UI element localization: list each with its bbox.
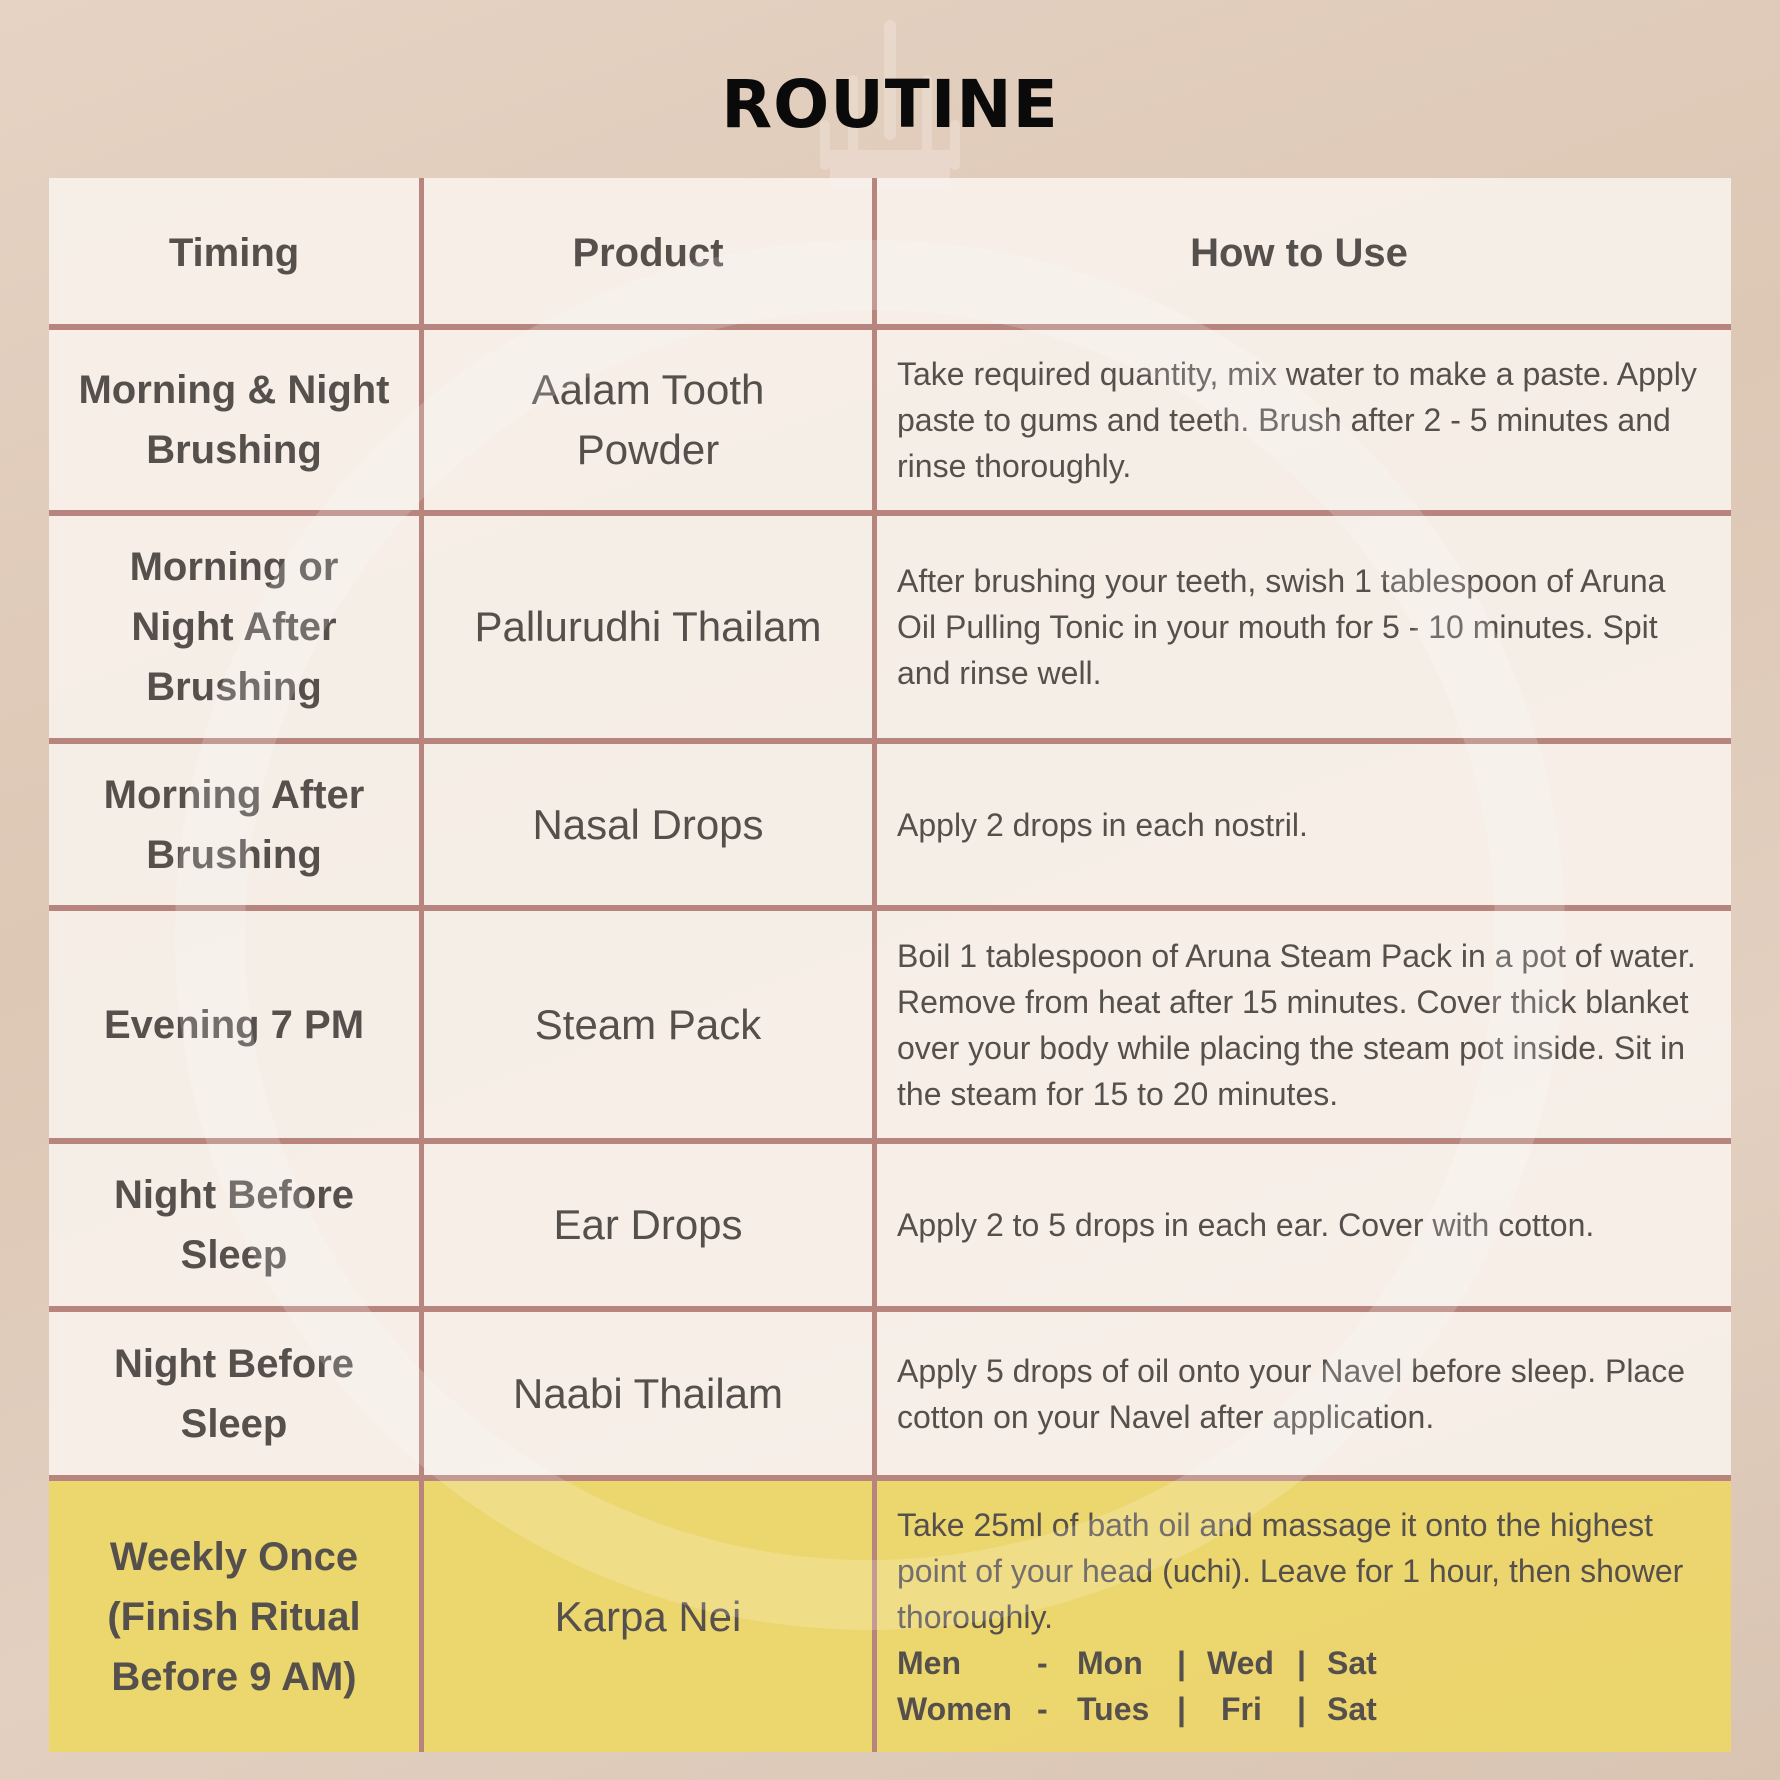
table-row [49, 330, 1731, 510]
product-cell: Karpa Nei [419, 1481, 872, 1752]
page-title: ROUTINE [721, 66, 1059, 143]
how-cell: Apply 5 drops of oil onto your Navel before sleep. Place cotton on your Navel after application. [872, 1312, 1731, 1475]
timing-cell: Night Before Sleep [114, 1173, 354, 1277]
product-cell: Aalam Tooth Powder [419, 330, 872, 510]
timing-cell: Night Before Sleep [114, 1341, 354, 1446]
schedule-pipe: | [1297, 1644, 1306, 1681]
table-header-row [49, 178, 1731, 327]
timing-cell: Morning After Brushing [103, 772, 365, 877]
schedule-day: Mon [1077, 1644, 1143, 1681]
how-description: Take 25ml of bath oil and massage it onto the highest point of your head (uchi). Leave for 1 hour, then shower thoroughly. [897, 1506, 1684, 1635]
header-timing: Timing [168, 230, 300, 275]
table-row [49, 744, 1731, 905]
schedule-pipe: | [1177, 1690, 1186, 1727]
schedule-sep: - [1037, 1644, 1048, 1681]
product-cell: Nasal Drops [419, 744, 872, 905]
schedule-women [897, 1686, 1407, 1732]
schedule-day: Sat [1327, 1690, 1377, 1727]
schedule-day: Sat [1327, 1644, 1377, 1681]
timing-cell: Weekly Once (Finish Ritual Before 9 AM) [107, 1534, 361, 1699]
routine-table [49, 178, 1731, 1752]
table-row [49, 911, 1731, 1138]
schedule-day: Fri [1221, 1690, 1262, 1727]
table-row-highlighted [49, 1481, 1731, 1752]
how-cell [872, 1481, 1731, 1752]
how-cell: Apply 2 to 5 drops in each ear. Cover with cotton. [872, 1144, 1731, 1306]
schedule-who: Men [897, 1644, 961, 1681]
schedule-pipe: | [1177, 1644, 1186, 1681]
schedule-who: Women [897, 1690, 1012, 1727]
header-how-to-use: How to Use [872, 178, 1731, 327]
product-cell: Naabi Thailam [419, 1312, 872, 1475]
timing-cell: Morning or Night After Brushing [129, 545, 339, 709]
timing-cell: Morning & Night Brushing [78, 368, 390, 472]
product-cell: Steam Pack [419, 911, 872, 1138]
how-cell: Boil 1 tablespoon of Aruna Steam Pack in a pot of water. Remove from heat after 15 minutes. Cover thick blanket over your body while placing the steam pot inside. Sit in the steam for 15 to 20 minutes. [872, 911, 1731, 1138]
schedule-sep: - [1037, 1690, 1048, 1727]
table-row [49, 1144, 1731, 1306]
schedule-day: Wed [1207, 1644, 1274, 1681]
product-cell: Ear Drops [419, 1144, 872, 1306]
product-cell: Pallurudhi Thailam [419, 516, 872, 738]
schedule-day: Tues [1077, 1690, 1150, 1727]
table-row [49, 1312, 1731, 1475]
schedule-pipe: | [1297, 1690, 1306, 1727]
table-row [49, 516, 1731, 738]
schedule-men [897, 1640, 1407, 1686]
header-product: Product [419, 178, 872, 327]
how-cell: After brushing your teeth, swish 1 tablespoon of Aruna Oil Pulling Tonic in your mouth for 5 - 10 minutes. Spit and rinse well. [872, 516, 1731, 738]
how-cell: Apply 2 drops in each nostril. [872, 744, 1731, 905]
how-cell: Take required quantity, mix water to make a paste. Apply paste to gums and teeth. Brush after 2 - 5 minutes and rinse thoroughly. [872, 330, 1731, 510]
timing-cell: Evening 7 PM [103, 1002, 365, 1047]
